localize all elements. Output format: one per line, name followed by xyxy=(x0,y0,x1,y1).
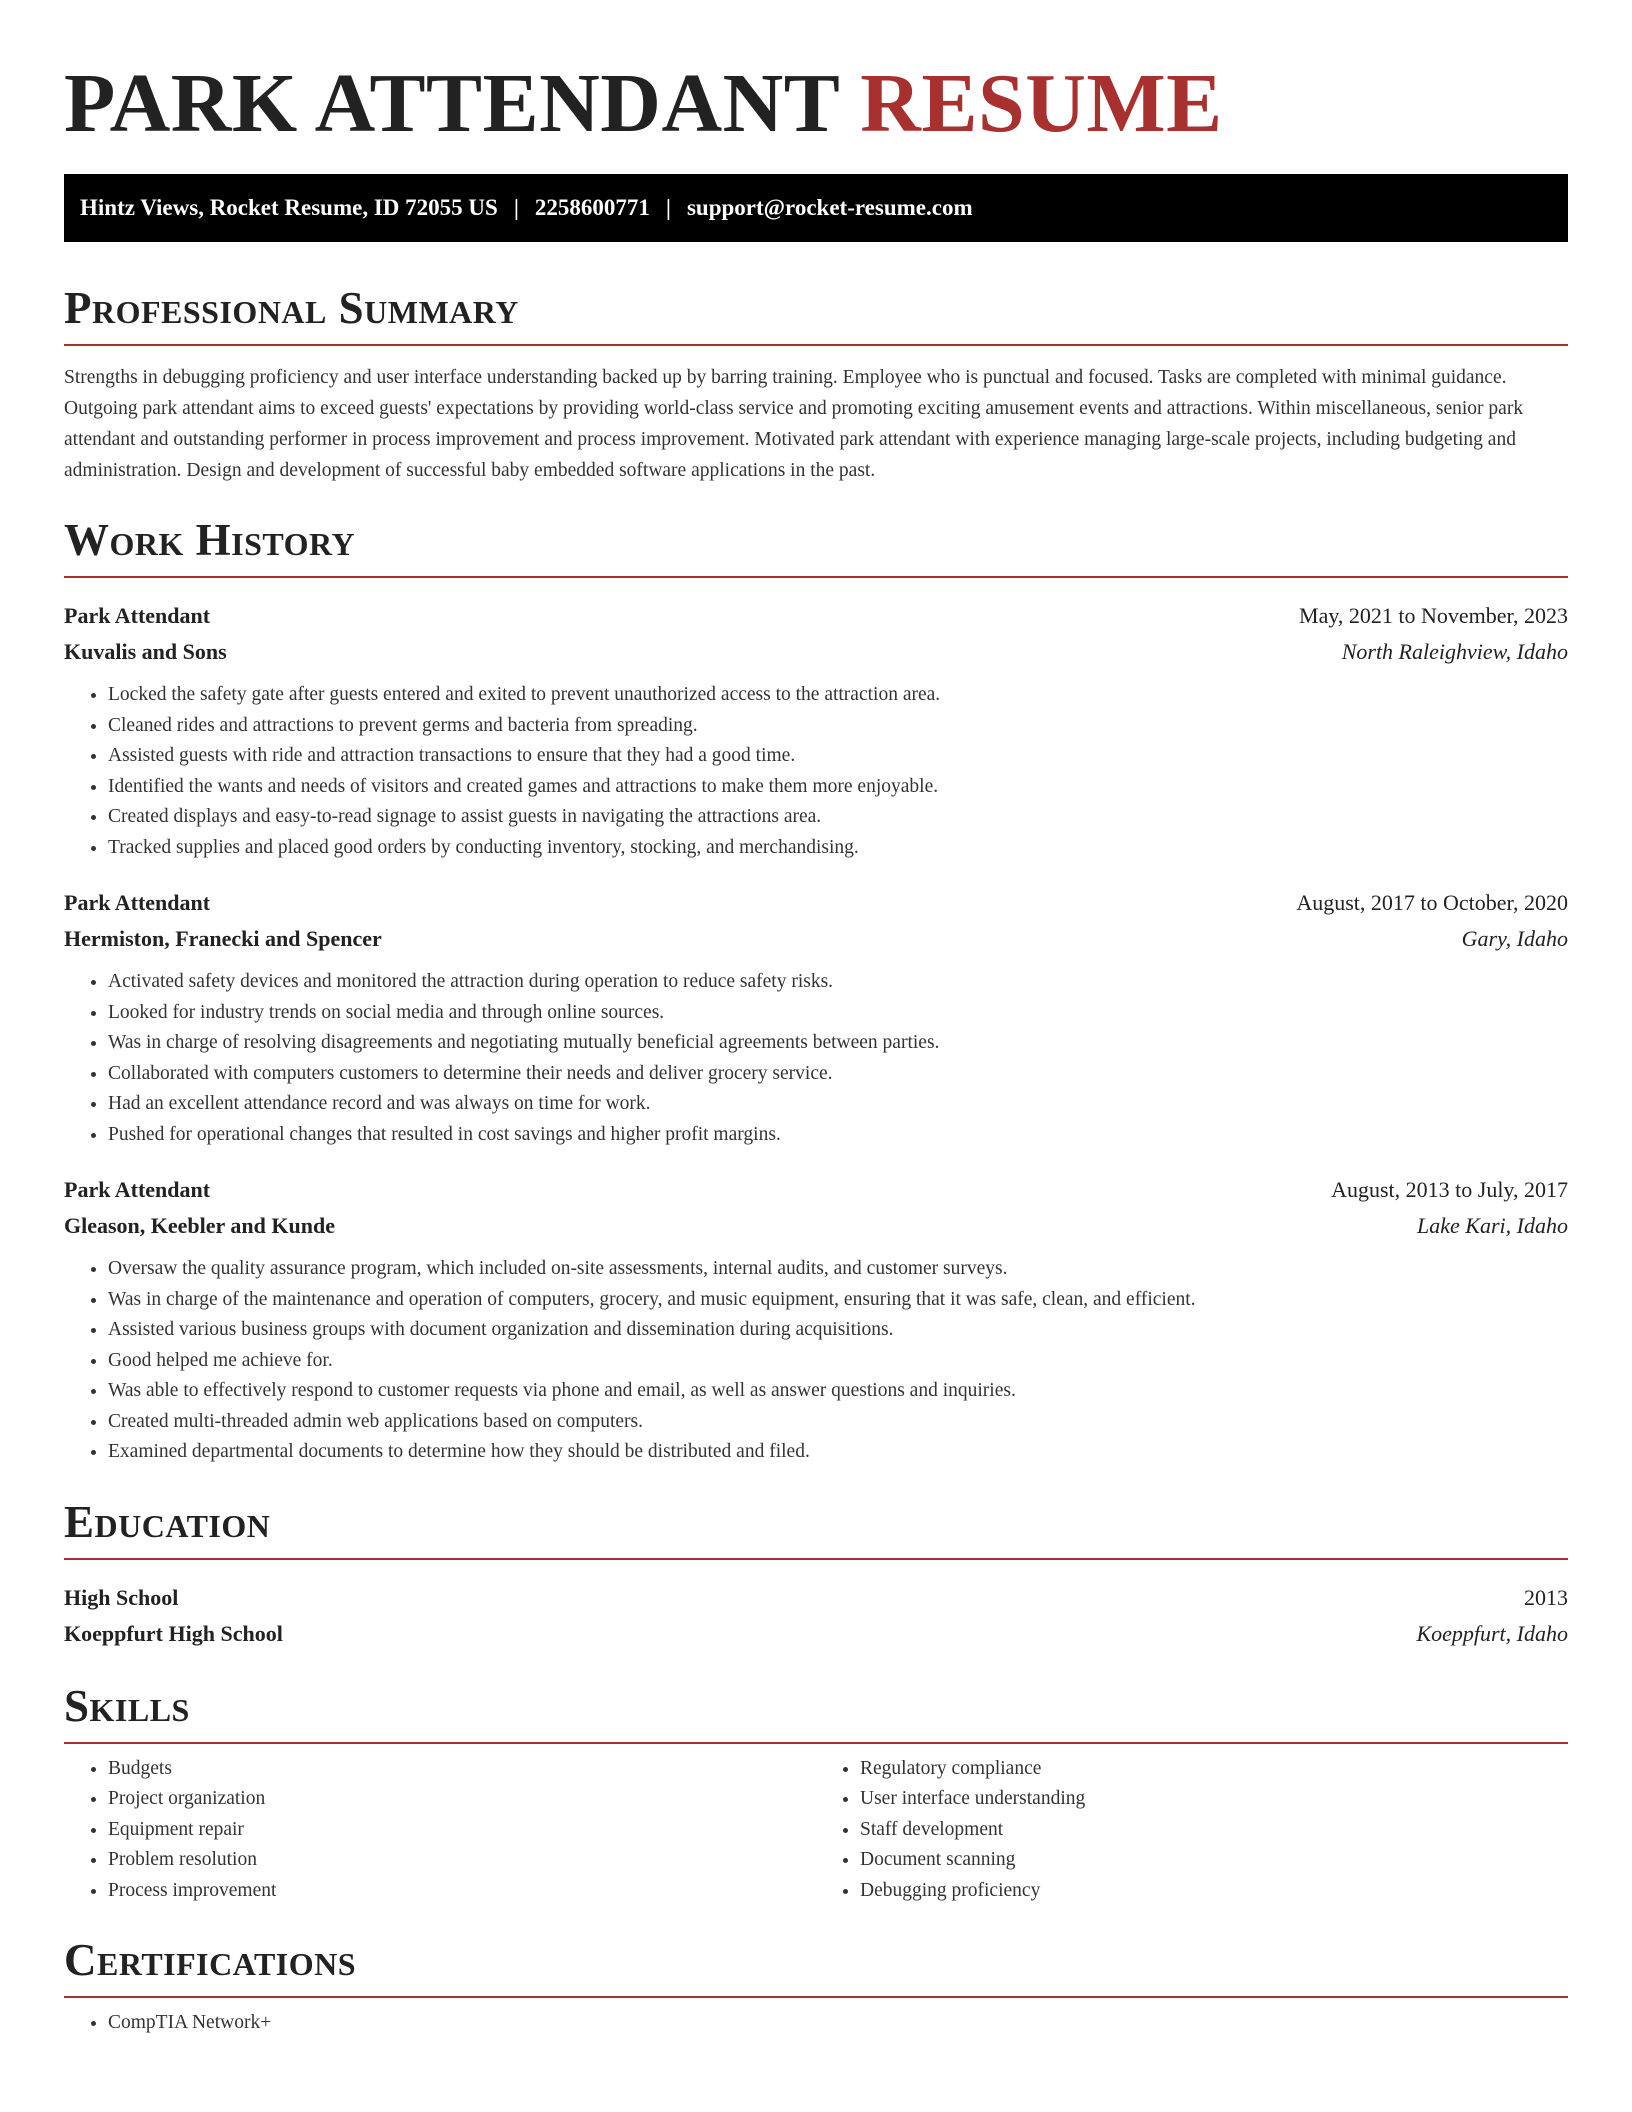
skills-section xyxy=(64,1680,1568,1907)
title-accent: RESUME xyxy=(860,57,1223,150)
contact-email[interactable]: support@rocket-resume.com xyxy=(686,195,973,220)
certifications-section xyxy=(64,1934,1568,2039)
list-item: • Activated safety devices and monitored the attraction during operation to reduce safety risks. xyxy=(108,967,1568,998)
summary-section xyxy=(64,282,1568,486)
contact-address: Hintz Views, Rocket Resume, ID 72055 US xyxy=(80,195,498,220)
contact-separator: | xyxy=(665,195,671,220)
education-degree: High School xyxy=(64,1584,179,1610)
skill-item: • Project organization xyxy=(108,1784,816,1815)
certifications-list xyxy=(64,2008,1568,2039)
list-item: • Was in charge of resolving disagreements and negotiating mutually beneficial agreements between parties. xyxy=(108,1028,1568,1059)
education-school: Koeppfurt High School xyxy=(64,1620,283,1646)
skill-item: • Regulatory compliance xyxy=(860,1754,1568,1785)
section-title-skills: Skills xyxy=(64,1680,190,1731)
education-year: 2013 xyxy=(1524,1584,1568,1610)
education-entry xyxy=(64,1580,1568,1652)
section-title-certifications: Certifications xyxy=(64,1935,357,1985)
job-location: Lake Kari, Idaho xyxy=(1417,1213,1568,1238)
list-item: • Good helped me achieve for. xyxy=(108,1346,1568,1377)
skill-item: • Equipment repair xyxy=(108,1815,816,1846)
skill-item: • Process improvement xyxy=(108,1876,816,1907)
section-divider xyxy=(64,576,1568,578)
job-dates: May, 2021 to November, 2023 xyxy=(1299,603,1568,628)
job-company: Hermiston, Franecki and Spencer xyxy=(64,926,382,951)
contact-phone[interactable]: 2258600771 xyxy=(534,195,650,220)
skill-item: • User interface understanding xyxy=(860,1784,1568,1815)
job-entry xyxy=(64,885,1568,1150)
job-bullets xyxy=(64,1254,1568,1468)
resume-page xyxy=(64,0,1568,2039)
job-bullets xyxy=(64,967,1568,1150)
skills-list-left xyxy=(64,1754,816,1907)
contact-bar xyxy=(64,174,1568,242)
job-entry xyxy=(64,1172,1568,1468)
section-divider xyxy=(64,1742,1568,1744)
contact-separator: | xyxy=(513,195,519,220)
skill-item: • Document scanning xyxy=(860,1845,1568,1876)
list-item: • Had an excellent attendance record and was always on time for work. xyxy=(108,1089,1568,1120)
title-main: PARK ATTENDANT xyxy=(64,57,839,150)
list-item: • Was able to effectively respond to customer requests via phone and email, as well as answer questions and inquiries. xyxy=(108,1376,1568,1407)
job-title: Park Attendant xyxy=(64,1177,211,1202)
list-item: • Assisted guests with ride and attraction transactions to ensure that they had a good time. xyxy=(108,741,1568,772)
education-location: Koeppfurt, Idaho xyxy=(1416,1620,1568,1646)
list-item: • Assisted various business groups with document organization and dissemination during acquisitions. xyxy=(108,1315,1568,1346)
skills-grid xyxy=(64,1754,1568,1907)
section-divider xyxy=(64,1558,1568,1560)
job-company: Kuvalis and Sons xyxy=(64,639,227,664)
job-dates: August, 2017 to October, 2020 xyxy=(1296,890,1568,915)
list-item: • Examined departmental documents to determine how they should be distributed and filed. xyxy=(108,1437,1568,1468)
job-title: Park Attendant xyxy=(64,890,211,915)
section-divider xyxy=(64,1996,1568,1998)
resume-title xyxy=(64,58,1568,150)
job-location: Gary, Idaho xyxy=(1461,926,1568,951)
work-history-section xyxy=(64,514,1568,1468)
list-item: • Looked for industry trends on social media and through online sources. xyxy=(108,998,1568,1029)
list-item: • Collaborated with computers customers to determine their needs and deliver grocery service. xyxy=(108,1059,1568,1090)
section-title-education: Education xyxy=(64,1496,271,1547)
education-section xyxy=(64,1496,1568,1652)
skill-item: • Staff development xyxy=(860,1815,1568,1846)
job-entry xyxy=(64,598,1568,863)
list-item: • Pushed for operational changes that resulted in cost savings and higher profit margins. xyxy=(108,1120,1568,1151)
section-divider xyxy=(64,344,1568,346)
list-item: • Tracked supplies and placed good orders by conducting inventory, stocking, and merchandising. xyxy=(108,833,1568,864)
list-item: • Created multi-threaded admin web applications based on computers. xyxy=(108,1407,1568,1438)
job-dates: August, 2013 to July, 2017 xyxy=(1331,1177,1568,1202)
skills-list-right xyxy=(816,1754,1568,1907)
summary-text: Strengths in debugging proficiency and user interface understanding backed up by barring training. Employee who is punctual and focused. Tasks are completed with minimal guidance. Outgoing park attendant aims to exceed guests' expectations by providing world-class service and promoting exciting amusement events and attractions. Within miscellaneous, senior park attendant and outstanding performer in process improvement and process improvement. Motivated park attendant with experience managing large-scale projects, including budgeting and administration. Design and development of successful baby embedded software applications in the past. xyxy=(64,367,1524,481)
list-item: • Oversaw the quality assurance program, which included on-site assessments, internal audits, and customer surveys. xyxy=(108,1254,1568,1285)
section-title-work-history: Work History xyxy=(64,515,356,565)
section-title-summary: Professional Summary xyxy=(64,283,519,333)
skill-item: • Budgets xyxy=(108,1754,816,1785)
job-bullets xyxy=(64,680,1568,863)
job-location: North Raleighview, Idaho xyxy=(1341,639,1568,664)
list-item: • Was in charge of the maintenance and operation of computers, grocery, and music equipment, ensuring that it was safe, clean, and efficient. xyxy=(108,1285,1568,1316)
certification-item: • CompTIA Network+ xyxy=(108,2008,1568,2039)
skill-item: • Debugging proficiency xyxy=(860,1876,1568,1907)
job-company: Gleason, Keebler and Kunde xyxy=(64,1213,335,1238)
list-item: • Identified the wants and needs of visitors and created games and attractions to make them more enjoyable. xyxy=(108,772,1568,803)
list-item: • Created displays and easy-to-read signage to assist guests in navigating the attractions area. xyxy=(108,802,1568,833)
skill-item: • Problem resolution xyxy=(108,1845,816,1876)
job-title: Park Attendant xyxy=(64,603,211,628)
list-item: • Locked the safety gate after guests entered and exited to prevent unauthorized access to the attraction area. xyxy=(108,680,1568,711)
list-item: • Cleaned rides and attractions to prevent germs and bacteria from spreading. xyxy=(108,711,1568,742)
